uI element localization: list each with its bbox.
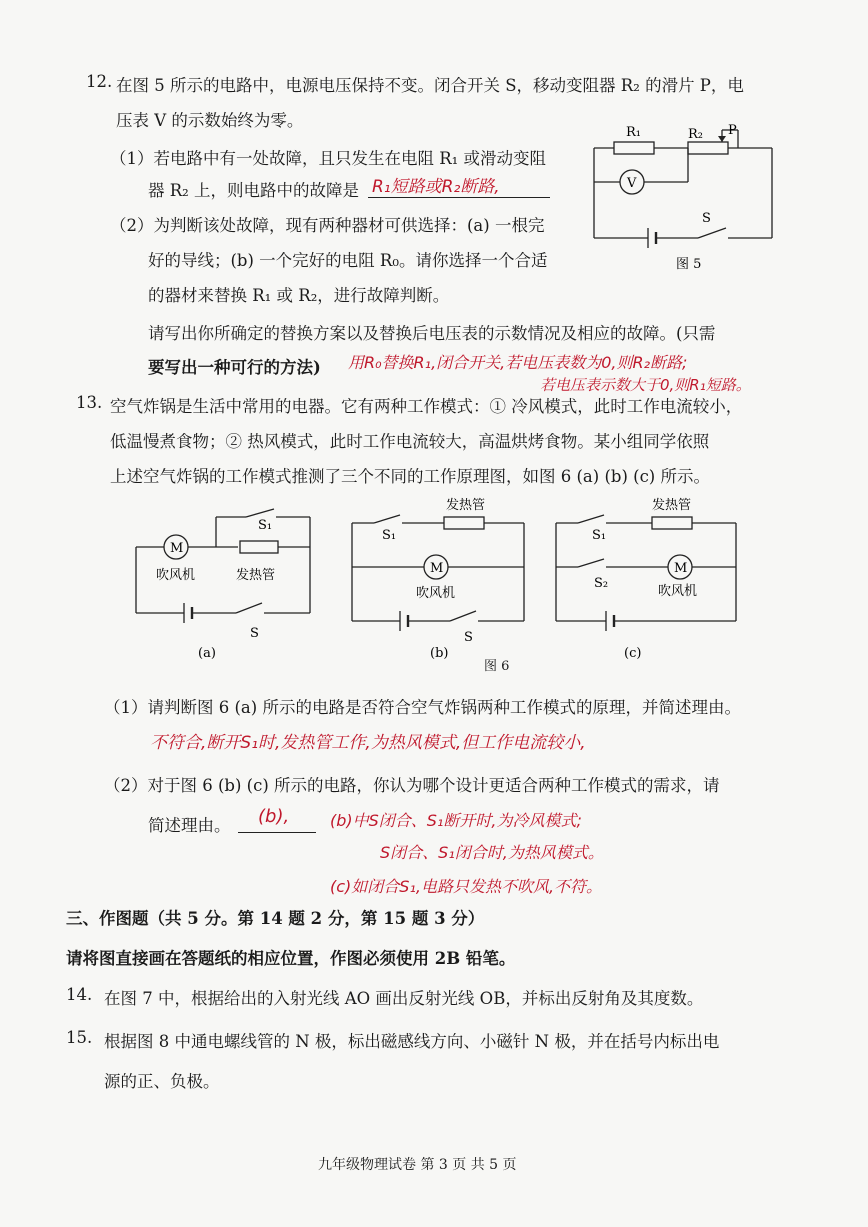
fig5-v-label: V xyxy=(627,176,637,191)
figure-5-circuit xyxy=(580,120,790,275)
fig6c-caption: (c) xyxy=(624,646,642,661)
section-3-title: 三、作图题（共 5 分。第 14 题 2 分，第 15 题 3 分） xyxy=(66,909,485,928)
q13-part2-line2: 简述理由。 xyxy=(148,816,231,835)
q13-part1: （1）请判断图 6 (a) 所示的电路是否符合空气炸锅两种工作模式的原理，并简述理由。 xyxy=(104,698,741,717)
fig6b-heater: 发热管 xyxy=(446,498,486,513)
q12-answer2-line1: 用R₀替换R₁,闭合开关,若电压表数为0,则R₂断路; xyxy=(348,353,688,372)
fig6a-motor: M xyxy=(170,541,184,556)
fig6c-fan: 吹风机 xyxy=(658,584,698,599)
fig6a-caption: (a) xyxy=(198,646,216,661)
fig5-caption: 图 5 xyxy=(676,257,702,272)
q12-stem-line1: 在图 5 所示的电路中，电源电压保持不变。闭合开关 S，移动变阻器 R₂ 的滑片 P，电 xyxy=(116,76,744,95)
q12-part2-line1: （2）为判断该处故障，现有两种器材可供选择：(a) 一根完 xyxy=(110,216,545,235)
q13-answer2-line1: (b)中S闭合、S₁断开时,为冷风模式; xyxy=(330,811,582,830)
q13-answer2-line3: (c)如闭合S₁,电路只发热不吹风,不符。 xyxy=(330,877,603,896)
q15-number: 15. xyxy=(66,1028,93,1047)
q12-stem-line2: 压表 V 的示数始终为零。 xyxy=(116,111,304,130)
q13-answer2-choice: (b), xyxy=(258,806,290,827)
figure-6a-circuit xyxy=(128,505,328,665)
fig6b-s1: S₁ xyxy=(382,528,397,543)
q13-stem-line2: 低温慢煮食物；② 热风模式，此时工作电流较大，高温烘烤食物。某小组同学依照 xyxy=(110,432,710,451)
q15-text-line1: 根据图 8 中通电螺线管的 N 极，标出磁感线方向、小磁针 N 极，并在括号内标出电 xyxy=(104,1032,720,1051)
fig6c-motor: M xyxy=(674,561,688,576)
q12-part2-line2: 好的导线；(b) 一个完好的电阻 R₀。请你选择一个合适 xyxy=(148,251,548,270)
fig5-r1-label: R₁ xyxy=(626,125,641,140)
q12-part1-line2: 器 R₂ 上，则电路中的故障是 xyxy=(148,181,360,200)
figure-6b-circuit xyxy=(344,495,534,665)
fig6b-fan: 吹风机 xyxy=(416,586,456,601)
q14-number: 14. xyxy=(66,985,93,1004)
fig6-caption: 图 6 xyxy=(484,659,510,674)
page-footer: 九年级物理试卷 第 3 页 共 5 页 xyxy=(318,1157,517,1173)
q13-answer2-underline xyxy=(238,832,316,833)
q14-text: 在图 7 中，根据给出的入射光线 AO 画出反射光线 OB，并标出反射角及其度数。 xyxy=(104,989,704,1008)
q12-part2-line3: 的器材来替换 R₁ 或 R₂，进行故障判断。 xyxy=(148,286,450,305)
q12-part3-line2: 要写出一种可行的方法) xyxy=(148,358,321,377)
q13-stem-line1: 空气炸锅是生活中常用的电器。它有两种工作模式：① 冷风模式，此时工作电流较小， xyxy=(110,397,743,416)
q13-answer2-line2: S闭合、S₁闭合时,为热风模式。 xyxy=(380,843,604,862)
fig5-s-label: S xyxy=(702,211,711,226)
q12-number: 12. xyxy=(86,72,113,91)
figure-6c-circuit xyxy=(548,495,748,665)
fig5-p-label: P xyxy=(728,123,737,138)
q13-number: 13. xyxy=(76,393,103,412)
fig6c-s1: S₁ xyxy=(592,528,607,543)
fig6a-heater: 发热管 xyxy=(236,568,276,583)
fig5-r2-label: R₂ xyxy=(688,127,703,142)
fig6b-caption: (b) xyxy=(430,646,449,661)
q15-text-line2: 源的正、负极。 xyxy=(104,1072,220,1091)
fig6c-heater: 发热管 xyxy=(652,498,692,513)
q12-answer1-handwriting: R₁短路或R₂断路, xyxy=(372,177,500,197)
q12-answer1-underline xyxy=(368,197,550,198)
q13-part2-line1: （2）对于图 6 (b) (c) 所示的电路，你认为哪个设计更适合两种工作模式的需求，请 xyxy=(104,776,720,795)
fig6b-motor: M xyxy=(430,561,444,576)
q12-answer2-line2: 若电压表示数大于0,则R₁短路。 xyxy=(540,376,751,394)
fig6a-s1: S₁ xyxy=(258,518,273,533)
q13-stem-line3: 上述空气炸锅的工作模式推测了三个不同的工作原理图，如图 6 (a) (b) (c) 所示。 xyxy=(110,467,710,486)
q12-part3-line1: 请写出你所确定的替换方案以及替换后电压表的示数情况及相应的故障。(只需 xyxy=(148,324,716,343)
section-3-note: 请将图直接画在答题纸的相应位置，作图必须使用 2B 铅笔。 xyxy=(66,949,516,968)
fig6a-fan: 吹风机 xyxy=(156,568,196,583)
fig6b-s: S xyxy=(464,630,473,645)
fig6a-s: S xyxy=(250,626,259,641)
fig6c-s2: S₂ xyxy=(594,576,609,591)
q13-answer1-handwriting: 不符合,断开S₁时,发热管工作,为热风模式,但工作电流较小, xyxy=(150,733,586,753)
q12-part1-line1: （1）若电路中有一处故障，且只发生在电阻 R₁ 或滑动变阻 xyxy=(110,149,547,168)
